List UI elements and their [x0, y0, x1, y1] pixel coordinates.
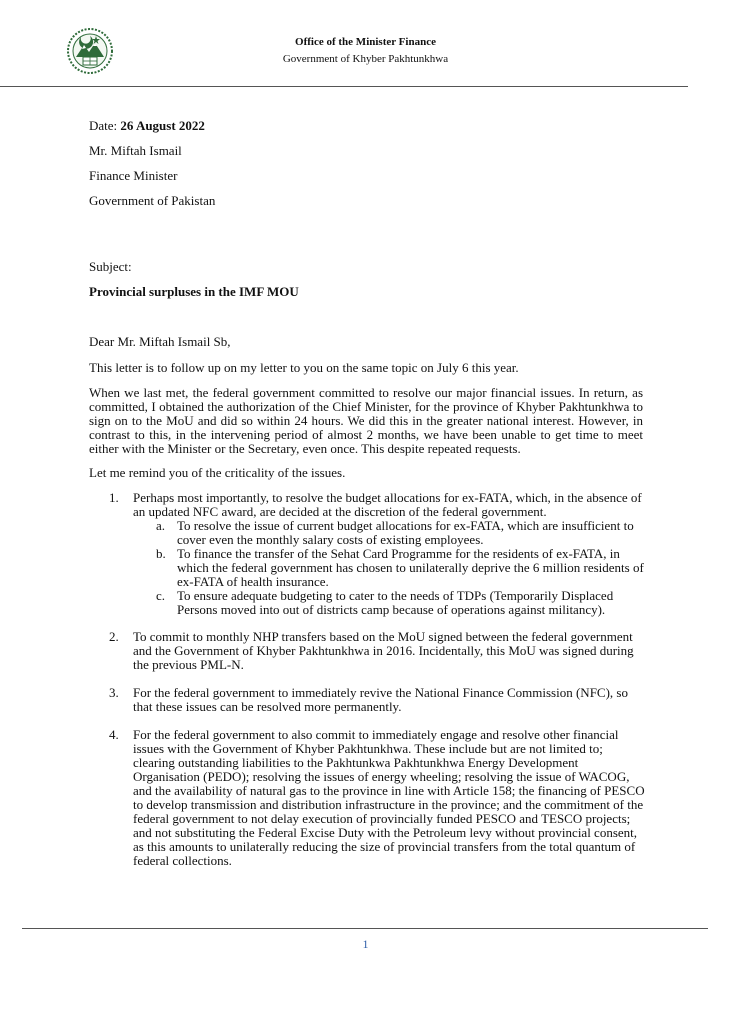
list-item-text: For the federal government to also commit to immediately engage and resolve other financial issues with the Government of Khyber Pakhtunkhwa. These include but are not limited to; clearing outstanding liabilities to the Pakhtunkwa Pakhtunkhwa Energy Development Organisation (PEDO); resolving the issues of energy wheeling; resolving the issue of WACOG, and the availability of natural gas to the province in line with Article 158; the financing of PESCO to develop transmission and distribution infrastructure in the province; and the commitment of the federal government to not delay execution of provincially funded PESCO and TESCO projects; and not substituting the Federal Excise Duty with the Petroleum levy without provincial consent, as this amounts to unilaterally reducing the size of provincial transfers from the total quantum of federal collections.: [133, 727, 645, 868]
list-item-text: Perhaps most importantly, to resolve the budget allocations for ex-FATA, which, in the absence of an updated NFC award, are decided at the discretion of the federal government.: [133, 490, 642, 519]
date-value: 26 August 2022: [120, 118, 205, 133]
list-item-number: 1.: [109, 490, 119, 505]
office-title: Office of the Minister Finance: [295, 36, 436, 48]
list-item-text: To commit to monthly NHP transfers based on the MoU signed between the federal government and the Government of Khyber Pakhtunkhwa in 2016. Incidentally, this MoU was signed during the previous PML-N.: [133, 629, 634, 672]
paragraph-background: When we last met, the federal government committed to resolve our major financial issues. In return, as committed, I obtained the authorization of the Chief Minister, for the province of Khyber Pakhtunkhwa to sign on to the MoU and did so within 24 hours. We did this in the greater national interest. However, in contrast to this, in the intervening period of almost 2 months, we have been unable to get time to meet either with the Minister or the Secretary, even once. This despite repeated requests.: [89, 385, 643, 456]
kp-government-emblem: [66, 27, 114, 75]
sub-list-label: b.: [156, 546, 166, 561]
sub-list-text: To resolve the issue of current budget allocations for ex-FATA, which are insufficient to cover even the monthly salary costs of existing employees.: [177, 518, 634, 547]
list-item-number: 2.: [109, 629, 119, 644]
recipient-title: Finance Minister: [89, 168, 178, 183]
list-item-text: For the federal government to immediately revive the National Finance Commission (NFC), so that these issues can be resolved more permanently.: [133, 685, 628, 714]
recipient-name: Mr. Miftah Ismail: [89, 143, 182, 158]
government-subtitle: Government of Khyber Pakhtunkhwa: [282, 53, 449, 65]
sub-list-label: a.: [156, 518, 166, 533]
list-item-number: 3.: [109, 685, 119, 700]
footer-divider: [22, 928, 708, 929]
subject-label: Subject:: [89, 259, 132, 274]
date-line: [89, 119, 205, 133]
date-label: Date:: [89, 118, 118, 133]
subject-text: Provincial surpluses in the IMF MOU: [89, 284, 299, 299]
list-item-number: 4.: [109, 727, 119, 742]
paragraph-followup: This letter is to follow up on my letter to you on the same topic on July 6 this year.: [89, 360, 519, 375]
sub-list-text: To finance the transfer of the Sehat Card Programme for the residents of ex-FATA, in which the federal government has chosen to unilaterally deprive the 6 million residents of ex-FATA of health insurance.: [177, 546, 644, 589]
salutation: Dear Mr. Miftah Ismail Sb,: [89, 334, 231, 349]
sub-list-label: c.: [156, 588, 166, 603]
recipient-organisation: Government of Pakistan: [89, 193, 216, 208]
header-divider: [0, 86, 688, 87]
sub-list-text: To ensure adequate budgeting to cater to the needs of TDPs (Temporarily Displaced Persons moved into out of districts camp because of operations against militancy).: [177, 588, 614, 617]
page-number: 1: [362, 937, 369, 951]
paragraph-reminder: Let me remind you of the criticality of the issues.: [89, 465, 346, 480]
